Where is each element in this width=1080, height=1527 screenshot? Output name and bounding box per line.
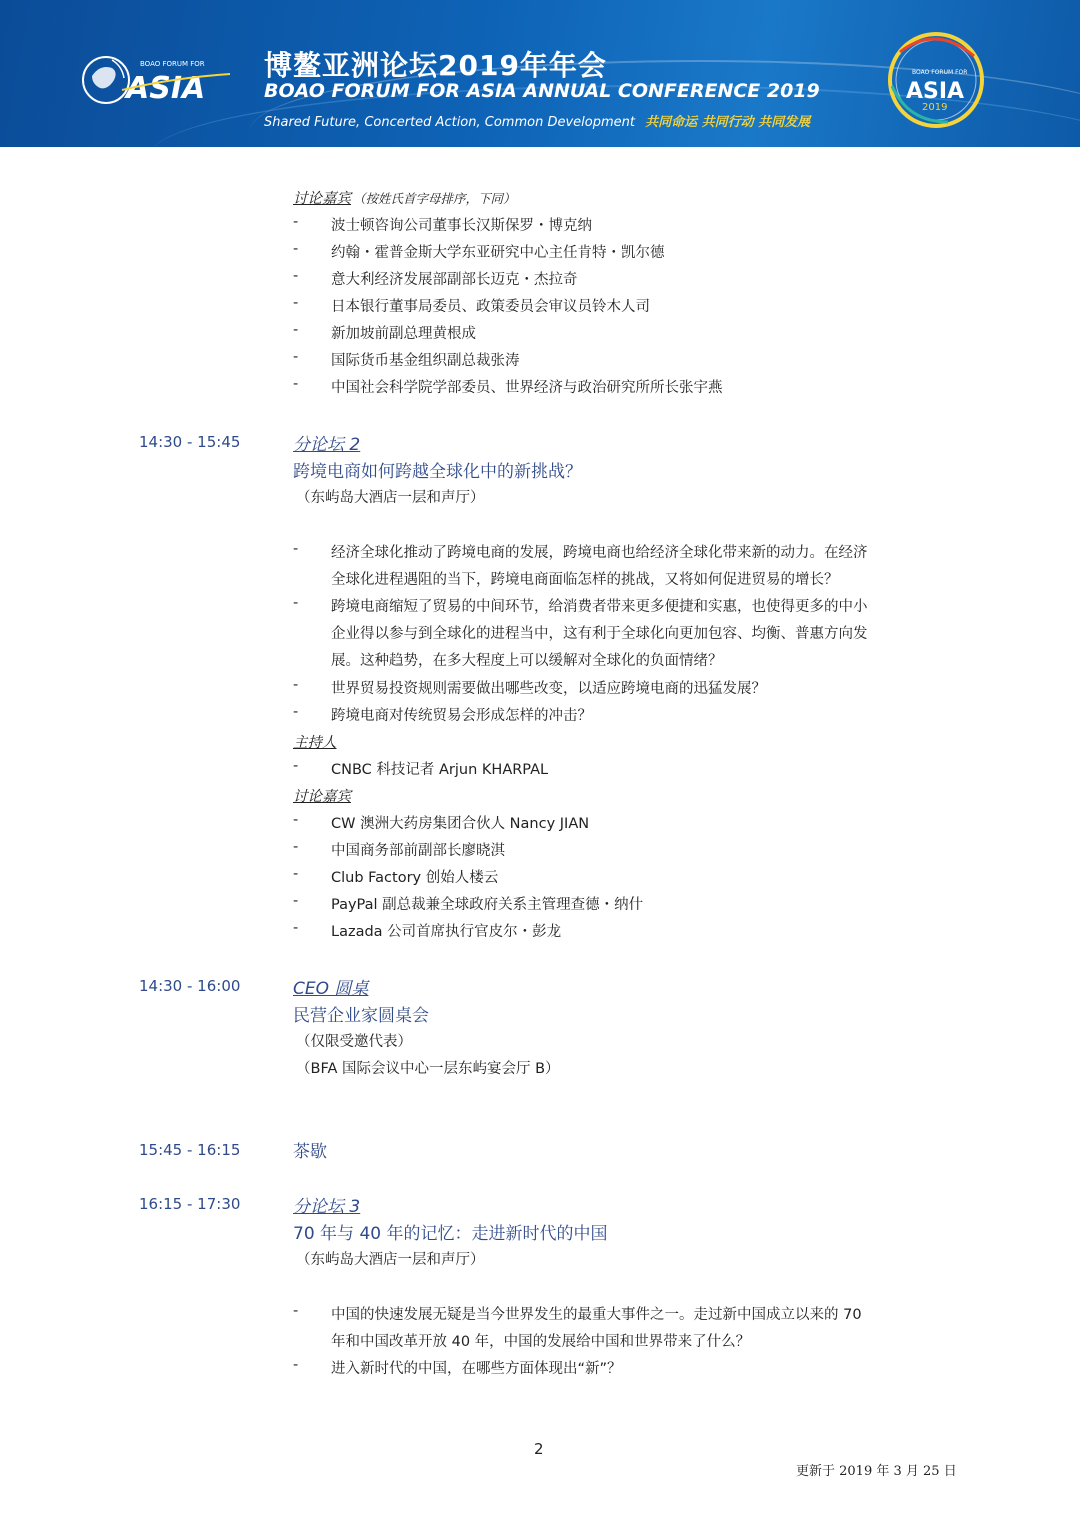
- question-line: 跨境电商缩短了贸易的中间环节，给消费者带来更多便捷和实惠，也使得更多的中小: [331, 599, 868, 615]
- panelist-item: 中国社会科学院学部委员、世界经济与政治研究所所长张宇燕: [331, 380, 723, 396]
- bfa-2019-logo-right: [878, 22, 993, 132]
- tagline-cn: 共同命运 共同行动 共同发展: [645, 115, 811, 130]
- bfa-logo-left: [82, 50, 232, 110]
- list-dash: -: [293, 866, 299, 882]
- moderator-item: CNBC 科技记者 Arjun KHARPAL: [331, 762, 549, 778]
- list-dash: -: [293, 376, 299, 392]
- panelist-item: Club Factory 创始人楼云: [331, 870, 499, 886]
- list-dash: -: [293, 704, 299, 720]
- question-line: 进入新时代的中国，在哪些方面体现出“新”？: [331, 1361, 622, 1377]
- conference-tagline: [264, 111, 810, 130]
- panelist-item: 日本银行董事局委员、政策委员会审议员铃木人司: [331, 299, 650, 315]
- list-dash: -: [293, 1303, 299, 1319]
- panelists-heading: [293, 187, 516, 208]
- panelists-label: 讨论嘉宾: [293, 789, 351, 805]
- panelist-item: 意大利经济发展部副部长迈克・杰拉奇: [331, 272, 578, 288]
- session-label: CEO 圆桌: [293, 979, 369, 999]
- panelists-label: 讨论嘉宾: [293, 191, 351, 207]
- header-banner: [0, 0, 1080, 147]
- session-note: （仅限受邀代表）: [296, 1034, 412, 1050]
- list-dash: -: [293, 893, 299, 909]
- panelists-note: （按姓氏首字母排序，下同）: [353, 191, 516, 206]
- list-dash: -: [293, 268, 299, 284]
- question-line: 世界贸易投资规则需要做出哪些改变，以适应跨境电商的迅猛发展？: [331, 681, 766, 697]
- question-line: 跨境电商对传统贸易会形成怎样的冲击？: [331, 708, 592, 724]
- session-time: 14:30 - 15:45: [139, 433, 241, 451]
- panelist-item: 波士顿咨询公司董事长汉斯保罗・博克纳: [331, 218, 592, 234]
- list-dash: -: [293, 214, 299, 230]
- list-dash: -: [293, 839, 299, 855]
- list-dash: -: [293, 1357, 299, 1373]
- panelist-item: Lazada 公司首席执行官皮尔・彭龙: [331, 924, 562, 940]
- logo-right-year-text: 2019: [922, 102, 948, 113]
- logo-right-top-text: BOAO FORUM FOR: [912, 69, 968, 76]
- session-location: （东屿岛大酒店一层和声厅）: [296, 1252, 485, 1268]
- list-dash: -: [293, 758, 299, 774]
- session-label: 分论坛 3: [293, 1197, 361, 1217]
- list-dash: -: [293, 241, 299, 257]
- question-line: 中国的快速发展无疑是当今世界发生的最重大事件之一。走过新中国成立以来的 70: [331, 1307, 862, 1323]
- page-number: 2: [534, 1440, 544, 1458]
- session-title: 跨境电商如何跨越全球化中的新挑战？: [293, 462, 582, 482]
- panelist-item: 中国商务部前副部长廖晓淇: [331, 843, 505, 859]
- list-dash: -: [293, 295, 299, 311]
- session-time: 15:45 - 16:15: [139, 1141, 241, 1159]
- logo-right-main-text: ASIA: [906, 79, 965, 104]
- panelist-item: PayPal 副总裁兼全球政府关系主管理查德・纳什: [331, 897, 644, 913]
- list-dash: -: [293, 812, 299, 828]
- list-dash: -: [293, 349, 299, 365]
- list-dash: -: [293, 595, 299, 611]
- logo-left-main-text: ASIA: [126, 71, 206, 106]
- tagline-en: Shared Future, Concerted Action, Common Development: [264, 115, 635, 130]
- session-location: （BFA 国际会议中心一层东屿宴会厅 B）: [296, 1061, 560, 1077]
- panelist-item: 国际货币基金组织副总裁张涛: [331, 353, 520, 369]
- question-line: 全球化进程遇阻的当下，跨境电商面临怎样的挑战，又将如何促进贸易的增长？: [331, 572, 839, 588]
- list-dash: -: [293, 920, 299, 936]
- question-line: 展。这种趋势，在多大程度上可以缓解对全球化的负面情绪？: [331, 653, 723, 669]
- panelist-item: 新加坡前副总理黄根成: [331, 326, 476, 342]
- session-title: 茶歇: [293, 1142, 327, 1162]
- session-title: 70 年与 40 年的记忆：走进新时代的中国: [293, 1224, 608, 1244]
- session-title: 民营企业家圆桌会: [293, 1006, 429, 1026]
- conference-title-en: BOAO FORUM FOR ASIA ANNUAL CONFERENCE 2019: [264, 80, 820, 102]
- updated-date: 更新于 2019 年 3 月 25 日: [796, 1464, 957, 1479]
- panelist-item: 约翰・霍普金斯大学东亚研究中心主任肯特・凯尔德: [331, 245, 665, 261]
- moderator-label: 主持人: [293, 735, 337, 751]
- question-line: 年和中国改革开放 40 年，中国的发展给中国和世界带来了什么？: [331, 1334, 751, 1350]
- session-time: 16:15 - 17:30: [139, 1195, 241, 1213]
- session-time: 14:30 - 16:00: [139, 977, 241, 995]
- conference-title-cn: 博鳌亚洲论坛2019年年会: [264, 49, 607, 82]
- list-dash: -: [293, 541, 299, 557]
- session-location: （东屿岛大酒店一层和声厅）: [296, 490, 485, 506]
- list-dash: -: [293, 677, 299, 693]
- question-line: 企业得以参与到全球化的进程当中，这有利于全球化向更加包容、均衡、普惠方向发: [331, 626, 868, 642]
- list-dash: -: [293, 322, 299, 338]
- panelist-item: CW 澳洲大药房集团合伙人 Nancy JIAN: [331, 816, 590, 832]
- logo-left-top-text: BOAO FORUM FOR: [140, 60, 205, 68]
- session-label: 分论坛 2: [293, 435, 361, 455]
- question-line: 经济全球化推动了跨境电商的发展，跨境电商也给经济全球化带来新的动力。在经济: [331, 545, 868, 561]
